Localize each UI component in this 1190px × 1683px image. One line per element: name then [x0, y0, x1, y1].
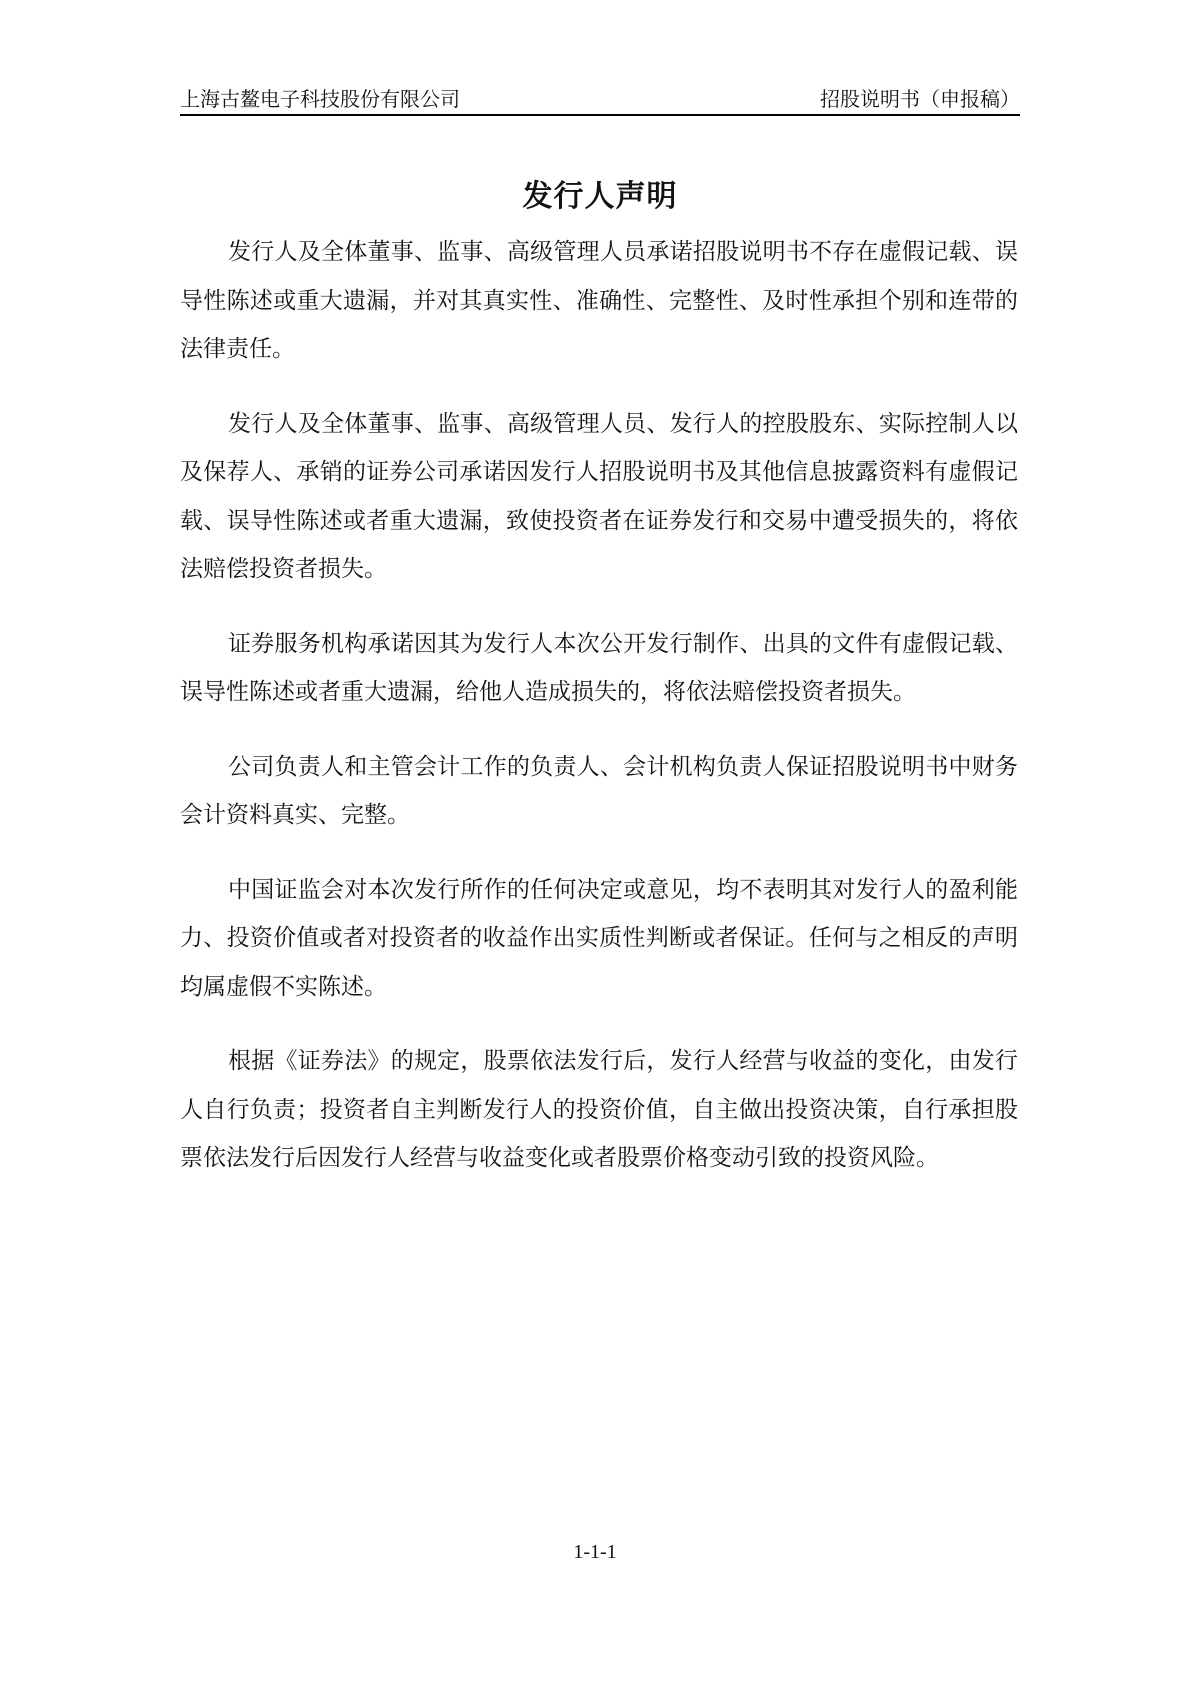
- header-divider: [180, 114, 1020, 116]
- page-header: [180, 84, 1020, 114]
- page-number: 1-1-1: [573, 1541, 617, 1563]
- header-company-name: 上海古鳌电子科技股份有限公司: [180, 87, 460, 111]
- paragraph-6: 根据《证券法》的规定，股票依法发行后，发行人经营与收益的变化，由发行人自行负责；投资者自主判断发行人的投资价值，自主做出投资决策，自行承担股票依法发行后因发行人经营与收益变化或者股票价格变动引致的投资风险。: [180, 1048, 1018, 1171]
- page-title: 发行人声明: [522, 179, 678, 215]
- statement-body: [180, 228, 1018, 1209]
- header-document-type: 招股说明书（申报稿）: [820, 87, 1020, 111]
- paragraph-5: 中国证监会对本次发行所作的任何决定或意见，均不表明其对发行人的盈利能力、投资价值或者对投资者的收益作出实质性判断或者保证。任何与之相反的声明均属虚假不实陈述。: [180, 876, 1018, 1000]
- paragraph-4: 公司负责人和主管会计工作的负责人、会计机构负责人保证招股说明书中财务会计资料真实、完整。: [180, 753, 1018, 828]
- paragraph-3: 证券服务机构承诺因其为发行人本次公开发行制作、出具的文件有虚假记载、误导性陈述或者重大遗漏，给他人造成损失的，将依法赔偿投资者损失。: [180, 630, 1018, 705]
- paragraph-1: 发行人及全体董事、监事、高级管理人员承诺招股说明书不存在虚假记载、误导性陈述或重大遗漏，并对其真实性、准确性、完整性、及时性承担个别和连带的法律责任。: [180, 239, 1018, 362]
- paragraph-2: 发行人及全体董事、监事、高级管理人员、发行人的控股股东、实际控制人以及保荐人、承销的证券公司承诺因发行人招股说明书及其他信息披露资料有虚假记载、误导性陈述或者重大遗漏，致使投资者在证券发行和交易中遭受损失的，将依法赔偿投资者损失。: [180, 410, 1018, 582]
